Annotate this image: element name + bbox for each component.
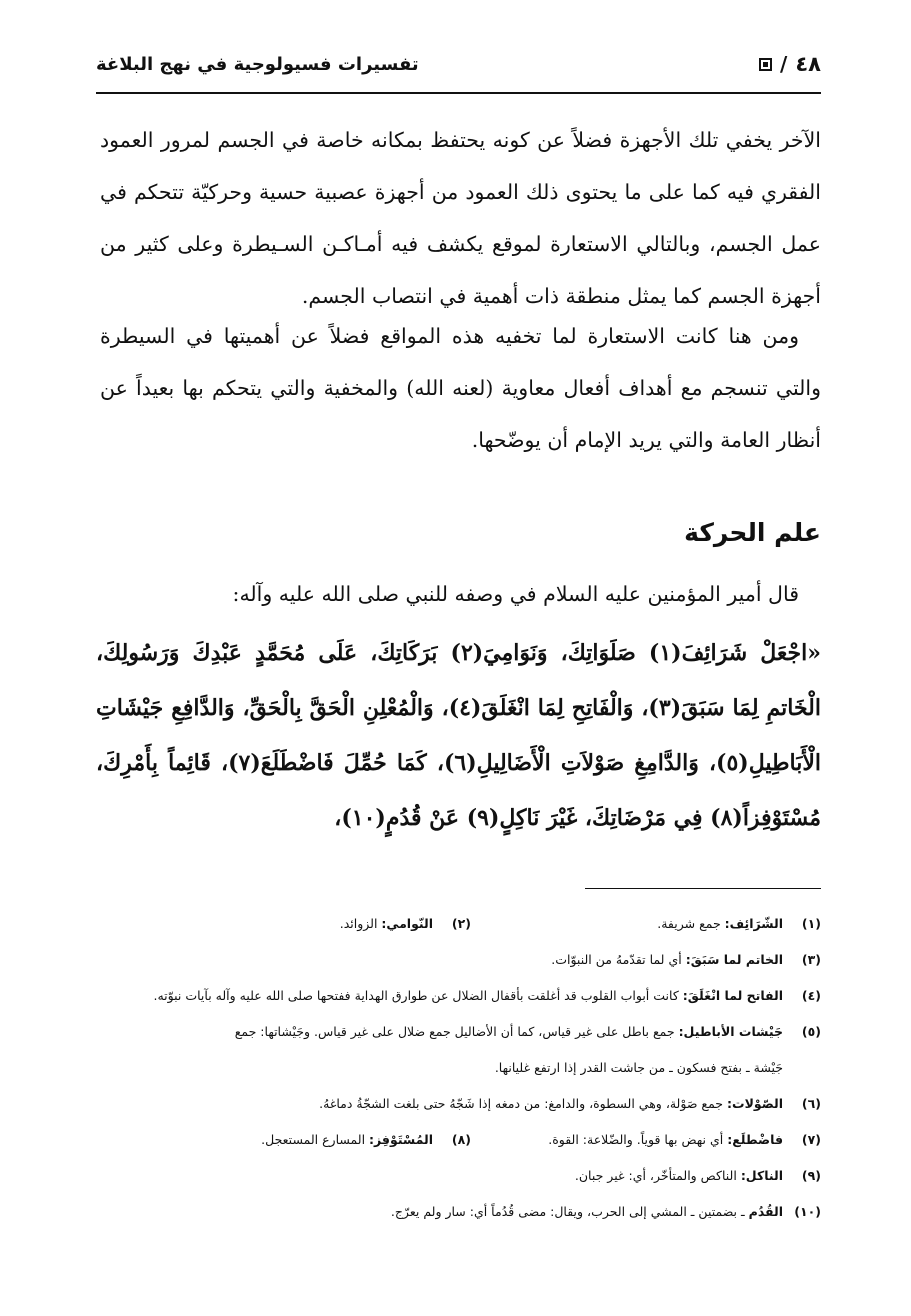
footnote-item bbox=[471, 1122, 821, 1158]
footnote-item bbox=[121, 1122, 471, 1158]
footnote-number: (٦) bbox=[801, 1096, 821, 1111]
footnote-term: الصّوْلات: bbox=[727, 1096, 784, 1111]
footnote-text: جمع صَوْلة، وهي السطوة، والدامغ: من دمغه إذا شَجّهُ حتى بلغت الشجّةُ دماغهُ. bbox=[319, 1096, 724, 1111]
footnote-row bbox=[96, 978, 821, 1014]
footnote-text: كانت أبواب القلوب قد أغلقت بأقفال الضلال عن طوارق الهداية ففتحها صلى الله عليه وآله بآيات نبوّته. bbox=[153, 988, 679, 1003]
footnote-continuation: جَيْشة ـ بفتح فسكون ـ من جاشت القدر إذا ارتفع غليانها. bbox=[494, 1060, 783, 1075]
footnote-text: ـ بضمتين ـ المشي إلى الحرب، ويقال: مضى قُدُماً أي: سار ولم يعرّج. bbox=[390, 1204, 745, 1219]
footnote-text: جمع باطل على غير قياس، كما أن الأضاليل جمع ضلال على غير قياس. وجَيْشاتها: جمع bbox=[234, 1024, 675, 1039]
page-number-block bbox=[759, 52, 821, 76]
quote-intro: قال أمير المؤمنين عليه السلام في وصفه للنبي صلى الله عليه وآله: bbox=[232, 582, 799, 606]
footnotes bbox=[96, 906, 821, 1230]
paragraph-1: الآخر يخفي تلك الأجهزة فضلاً عن كونه يحتفظ بمكانه خاصة في الجسم لمرور العمود الفقري فيه كما على ما يحتوى ذلك العمود من أجهزة عصبية حسية وحركيّة تتحكم في عمل الجسم، وبالتالي الاستعارة لموقع يكشف فيه أمـاكـن السـيطرة وعلى كثير من أجهزة الجسم كما يمثل منطقة ذات أهمية في انتصاب الجسم. bbox=[100, 128, 821, 308]
footnote-term: فاضْطلَع: bbox=[727, 1132, 784, 1147]
footnote-term: الخاتم لما سَبَقَ: bbox=[685, 952, 784, 967]
sermon-quote: «اجْعَلْ شَرَائِفَ(١) صَلَوَاتِكَ، وَنَوَامِيَ(٢) بَرَكَاتِكَ، عَلَى مُحَمَّدٍ عَبْدِكَ وَرَسُولِكَ، الْخَاتمِ لِمَا سَبَقَ(٣)، وَالْفَاتِحِ لِمَا انْغَلَقَ(٤)، وَالْمُعْلِنِ الْحَقَّ بِالْحَقِّ، وَالدَّافِعِ جَيْشَاتِ الْأَبَاطِيلِ(٥)، وَالدَّامِغِ صَوْلاَتِ الْأَضَالِيلِ(٦)، كَمَا حُمِّلَ فَاضْطَلَعَ(٧)، قَائِماً بِأَمْرِكَ، مُسْتَوْفِزاً(٨) فِي مَرْضَاتِكَ، غَيْرَ نَاكِلٍ(٩) عَنْ قُدُمٍ(١٠)، bbox=[96, 640, 822, 831]
header-separator: / bbox=[780, 52, 788, 76]
square-ornament-icon bbox=[759, 58, 772, 71]
footnote-term: المُسْتَوْفِز: bbox=[369, 1132, 434, 1147]
footnote-number: (٤) bbox=[801, 988, 821, 1003]
footnote-number: (٨) bbox=[451, 1132, 471, 1147]
footnote-text: أي لما تقدّمهُ من النبوّات. bbox=[551, 952, 682, 967]
section-heading: علم الحركة bbox=[684, 518, 821, 547]
footnote-term: الناكل: bbox=[740, 1168, 784, 1183]
book-title: تفسيرات فسيولوجية في نهج البلاغة bbox=[96, 54, 419, 75]
footnote-divider bbox=[585, 888, 821, 889]
footnote-row bbox=[96, 1086, 821, 1122]
running-header bbox=[96, 50, 821, 86]
paragraph-2: ومن هنا كانت الاستعارة لما تخفيه هذه المواقع فضلاً عن أهميتها في السيطرة والتي تنسجم مع أهداف أفعال معاوية (لعنه الله) والمخفية والتي يتحكم بها بعيداً عن أنظار العامة والتي يريد الإمام أن يوضّحها. bbox=[100, 324, 821, 452]
footnote-text: جمع شريفة. bbox=[657, 916, 721, 931]
footnote-term: الفاتح لما انْغَلَقَ: bbox=[682, 988, 784, 1003]
footnote-term: النّوامي: bbox=[381, 916, 434, 931]
footnote-number: (٢) bbox=[451, 916, 471, 931]
footnote-term: القُدُم bbox=[748, 1204, 784, 1219]
footnote-row bbox=[96, 906, 821, 942]
footnote-number: (٣) bbox=[801, 952, 821, 967]
header-divider bbox=[96, 92, 821, 94]
footnote-row bbox=[96, 1122, 821, 1158]
footnote-text: أي نهض بها قوياً. والضّلاعة: القوة. bbox=[548, 1132, 724, 1147]
footnote-term: جَيْشات الأباطيل: bbox=[678, 1024, 784, 1039]
page-number: ٤٨ bbox=[795, 52, 821, 76]
footnote-number: (١٠) bbox=[794, 1204, 821, 1219]
footnote-row bbox=[96, 942, 821, 978]
footnote-text: المسارع المستعجل. bbox=[261, 1132, 366, 1147]
footnote-number: (٥) bbox=[801, 1024, 821, 1039]
footnote-row bbox=[96, 1014, 821, 1050]
footnote-number: (٩) bbox=[801, 1168, 821, 1183]
footnote-number: (٧) bbox=[801, 1132, 821, 1147]
footnote-item bbox=[121, 906, 471, 942]
footnote-row bbox=[96, 1194, 821, 1230]
footnote-text: الناكص والمتأخّر، أي: غير جبان. bbox=[574, 1168, 737, 1183]
footnote-number: (١) bbox=[801, 916, 821, 931]
footnote-text: الزوائد. bbox=[339, 916, 378, 931]
footnote-term: الشّرَائِف: bbox=[724, 916, 784, 931]
footnote-item bbox=[471, 906, 821, 942]
footnote-row bbox=[96, 1158, 821, 1194]
